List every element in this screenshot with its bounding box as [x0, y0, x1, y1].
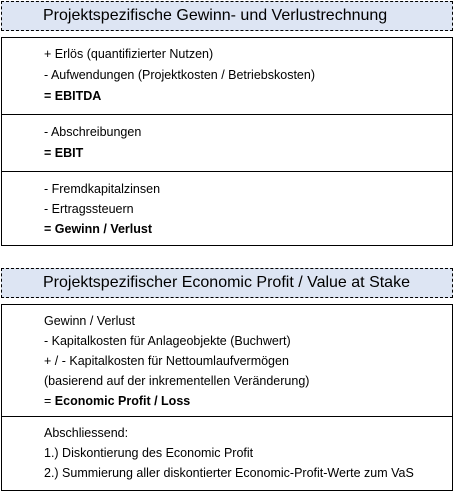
pnl-line-taxes: - Ertragssteuern	[44, 202, 134, 216]
economic-profit-title-text: Projektspezifischer Economic Profit / Value at Stake	[43, 274, 410, 291]
pnl-line-depreciation: - Abschreibungen	[44, 125, 142, 139]
pnl-result-profit: = Gewinn / Verlust	[44, 222, 153, 236]
ep-line-capital-cost-nwc: + / - Kapitalkosten für Nettoumlaufvermögen	[44, 354, 289, 368]
pnl-title	[1, 1, 453, 31]
economic-profit-block-calc	[1, 304, 453, 417]
pnl-block-ebit	[1, 114, 453, 172]
ep-line-incremental-note: (basierend auf der inkrementellen Veränderung)	[44, 374, 310, 388]
pnl-block-ebitda	[1, 37, 453, 115]
ep-result-economic-profit: Economic Profit / Loss	[54, 394, 191, 408]
ep-line-capital-cost-assets: - Kapitalkosten für Anlageobjekte (Buchwert)	[44, 334, 291, 348]
pnl-result-ebit: = EBIT	[44, 146, 84, 160]
ep-line-profit-loss: Gewinn / Verlust	[44, 314, 136, 328]
ep-line-discounting: 1.) Diskontierung des Economic Profit	[44, 446, 254, 460]
ep-result-line	[44, 394, 190, 409]
economic-profit-block-final	[1, 416, 453, 491]
ep-line-summation: 2.) Summierung aller diskontierter Economic-Profit-Werte zum VaS	[44, 466, 414, 480]
pnl-panel	[1, 1, 453, 246]
ep-result-prefix: =	[44, 394, 55, 408]
economic-profit-panel	[1, 268, 453, 491]
pnl-block-profit	[1, 171, 453, 246]
economic-profit-title	[1, 268, 453, 298]
pnl-line-revenue: + Erlös (quantifizierter Nutzen)	[44, 47, 214, 61]
ep-line-finally: Abschliessend:	[44, 426, 129, 440]
pnl-line-expenses: - Aufwendungen (Projektkosten / Betriebskosten)	[44, 68, 315, 82]
pnl-title-text: Projektspezifische Gewinn- und Verlustrechnung	[43, 7, 388, 24]
pnl-line-interest: - Fremdkapitalzinsen	[44, 182, 161, 196]
pnl-result-ebitda: = EBITDA	[44, 89, 102, 103]
